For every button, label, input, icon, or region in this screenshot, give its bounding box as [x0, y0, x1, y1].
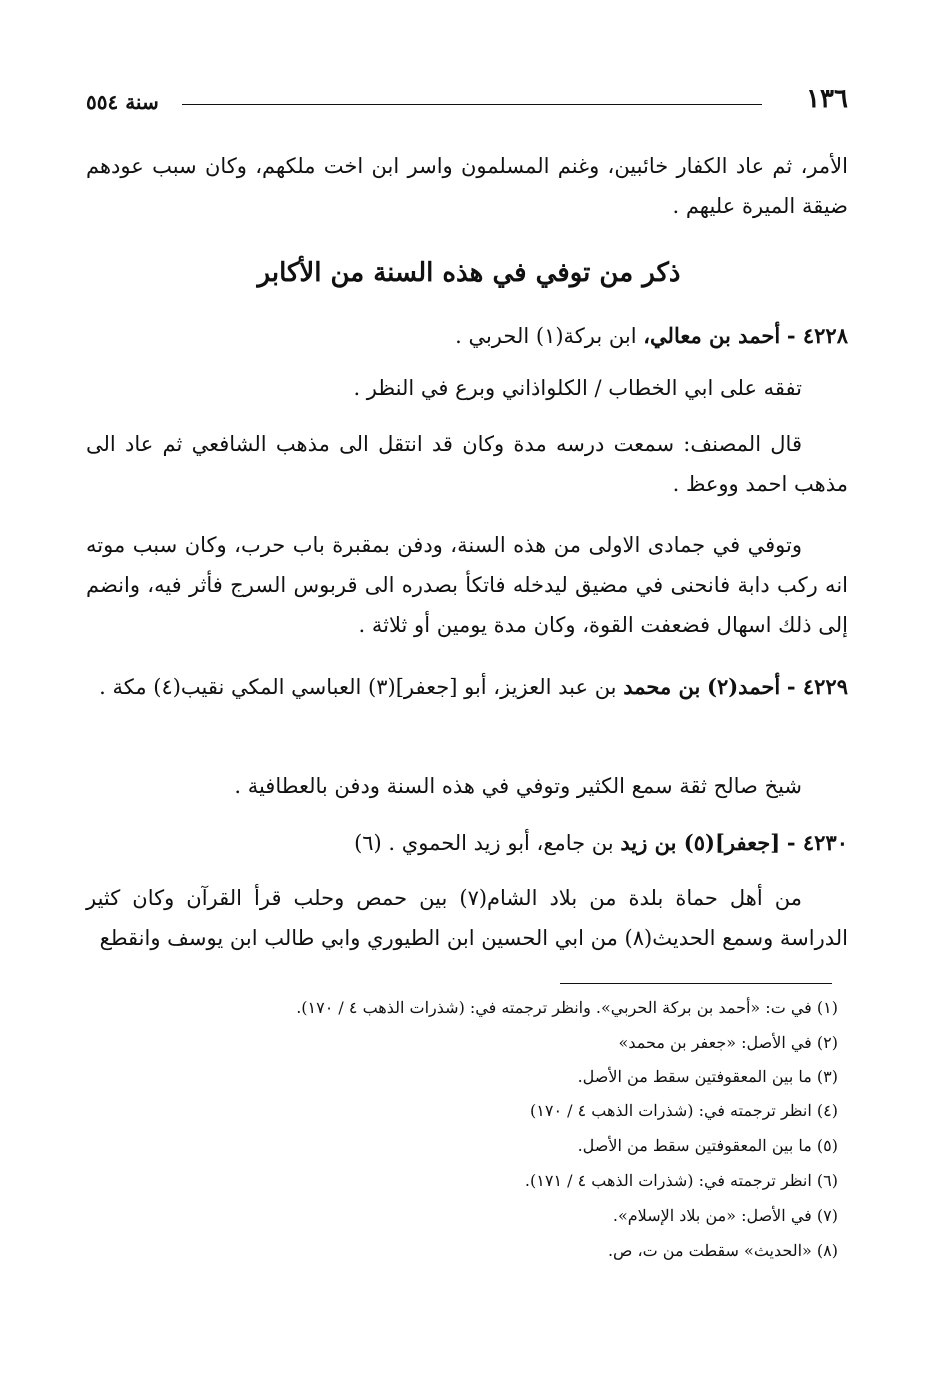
paragraph-tafaqqah: تفقه على ابي الخطاب / الكلواذاني وبرع في النظر . — [353, 376, 802, 400]
footnote: (٤) انظر ترجمته في: (شذرات الذهب ٤ / ١٧٠) — [530, 1101, 838, 1120]
paragraph-qal: قال المصنف: سمعت درسه مدة وكان قد انتقل الى مذهب الشافعي ثم عاد الى مذهب احمد ووعظ . — [86, 432, 848, 496]
section-title: ذكر من توفي في هذه السنة من الأكابر — [257, 258, 681, 288]
footnote: (٦) انظر ترجمته في: (شذرات الذهب ٤ / ١٧١). — [524, 1171, 838, 1190]
header-rule — [182, 104, 762, 105]
paragraph-shaykh: شيخ صالح ثقة سمع الكثير وتوفي في هذه السنة ودفن بالعطافية . — [234, 774, 802, 798]
entry-rest: بن عبد العزيز، أبو [جعفر](٣) العباسي المكي نقيب(٤) مكة . — [99, 675, 617, 699]
entry-4229-heading — [86, 667, 848, 707]
paragraph-tuwuffi: وتوفي في جمادى الاولى من هذه السنة، ودفن بمقبرة باب حرب، وكان سبب موته انه ركب دابة فانحنى في مضيق ليدخله فاتكأ بصدره الى قربوس السرج فأثر فيه، وانضم إلى ذلك اسهال فضعفت القوة، وكان مدة يومين أو ثلاثة . — [86, 533, 848, 637]
running-head: سنة ٥٥٤ — [86, 90, 159, 114]
paragraph-min: من أهل حماة بلدة من بلاد الشام(٧) بين حمص وحلب قرأ القرآن وكان كثير الدراسة وسمع الحديث(٨) من ابي الحسين ابن الطيوري وابي طالب ابن يوسف وانقطع — [86, 886, 848, 950]
entry-name-continued: بن محمد — [623, 674, 701, 699]
entry-number: ٤٢٢٨ - — [786, 323, 848, 348]
footnote: (٢) في الأصل: «جعفر بن محمد» — [618, 1033, 838, 1052]
footnote: (١) في ت: «أحمد بن بركة الحربي». وانظر ترجمته في: (شذرات الذهب ٤ / ١٧٠). — [296, 998, 838, 1017]
page-header — [86, 84, 848, 120]
footnote: (٨) «الحديث» سقطت من ت، ص. — [607, 1241, 838, 1260]
entry-4228-heading — [86, 316, 848, 356]
footnote: (٧) في الأصل: «من بلاد الإسلام». — [612, 1206, 838, 1225]
entry-number: ٤٢٢٩ - — [786, 674, 848, 699]
page-number: ١٣٦ — [806, 84, 848, 114]
entry-name: [جعفر](٥) بن زيد — [620, 830, 781, 855]
footnote-rule — [560, 983, 832, 984]
entry-number: ٤٢٣٠ - — [786, 830, 848, 855]
entry-rest: بن جامع، أبو زيد الحموي . (٦) — [354, 831, 614, 855]
entry-rest: ابن بركة(١) الحربي . — [455, 324, 637, 348]
entry-4230-heading — [86, 823, 848, 863]
footnote: (٥) ما بين المعقوفتين سقط من الأصل. — [577, 1136, 838, 1155]
paragraph-continuation: الأمر، ثم عاد الكفار خائبين، وغنم المسلمون واسر ابن اخت ملكهم، وكان سبب عودهم ضيقة الميرة عليهم . — [86, 154, 848, 218]
entry-name: أحمد بن معالي، — [643, 323, 781, 348]
footnote: (٣) ما بين المعقوفتين سقط من الأصل. — [577, 1067, 838, 1086]
entry-name: أحمد(٢) — [707, 674, 781, 699]
